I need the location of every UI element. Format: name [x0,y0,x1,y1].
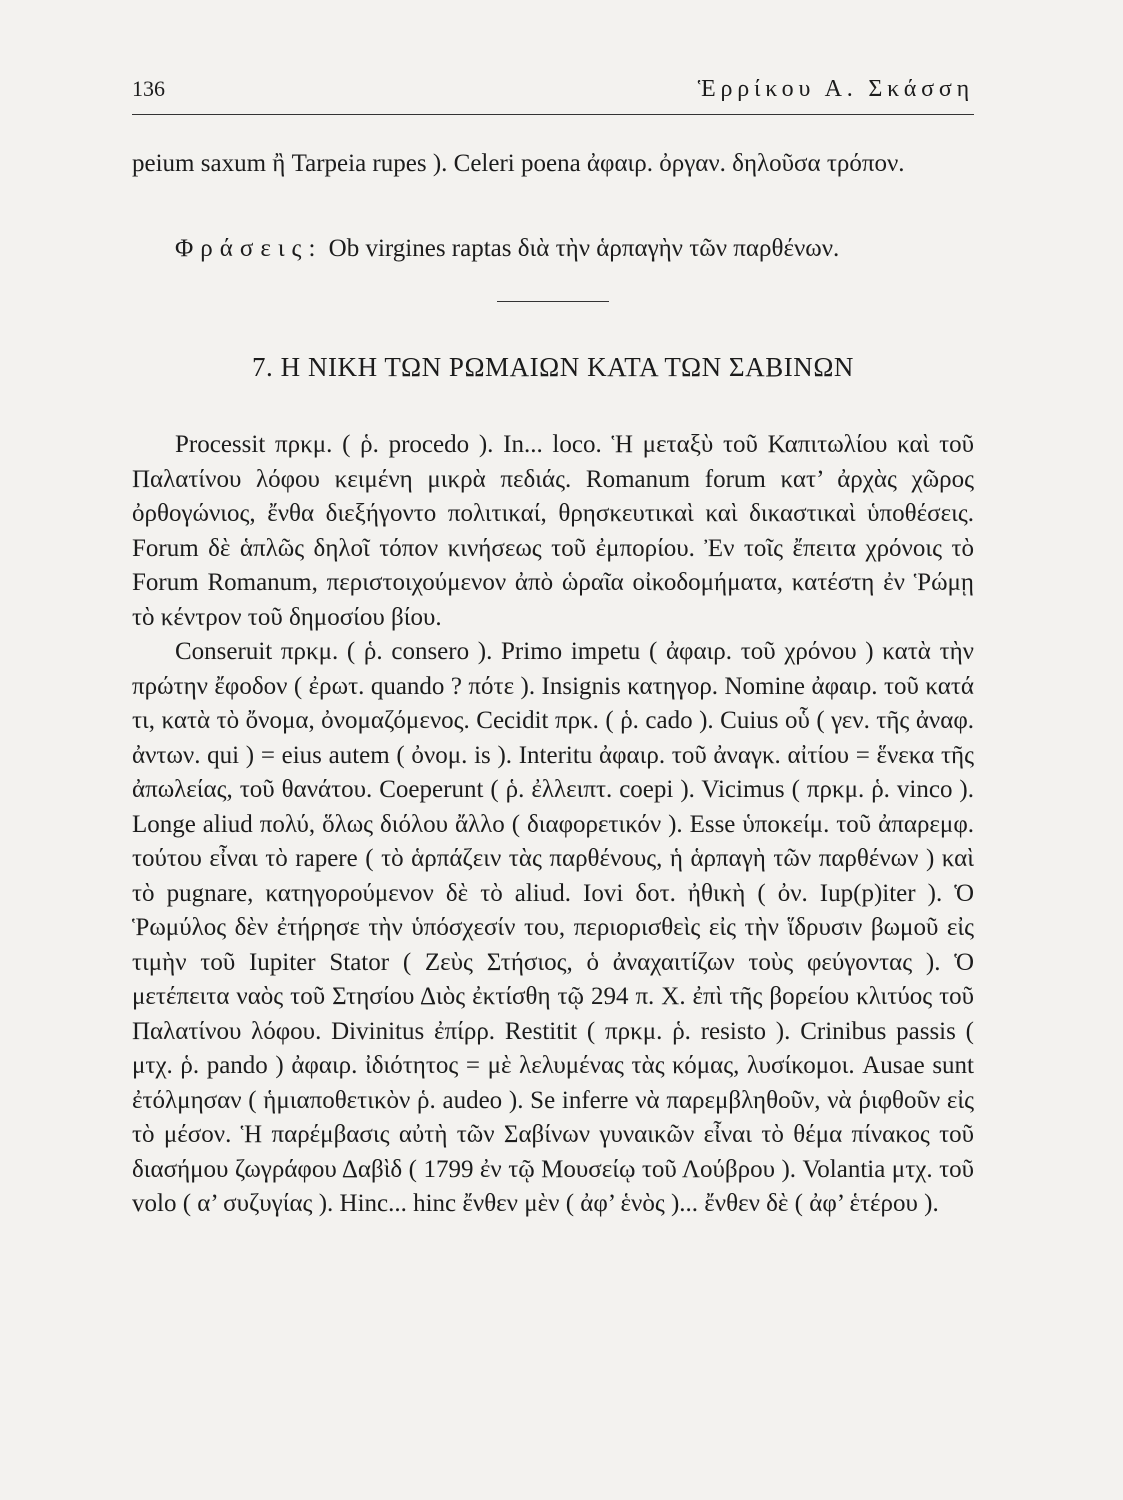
header-rule [132,114,974,115]
paragraph-conseruit: Conseruit πρκμ. ( ῥ. consero ). Primo impetu ( ἀφαιρ. τοῦ χρόνου ) κατὰ τὴν πρώτην ἔφοδον ( ἐρωτ. quando ? πότε ). Insignis κατηγορ. Nomine ἀφαιρ. τοῦ κατά τι, κατὰ τὸ ὄνομα, ὀνομαζόμενος. Cecidit πρκ. ( ῥ. cado ). Cuius οὗ ( γεν. τῆς ἀναφ. ἀντων. qui ) = eius autem ( ὀνομ. is ). Interitu ἀφαιρ. τοῦ ἀναγκ. αἰτίου = ἕνεκα τῆς ἀπωλείας, τοῦ θανάτου. Coeperunt ( ῥ. ἐλλειπτ. coepi ). Vicimus ( πρκμ. ῥ. vinco ). Longe aliud πολύ, ὅλως διόλου ἄλλο ( διαφορετικόν ). Esse ὑποκείμ. τοῦ ἀπαρεμφ. τούτου εἶναι τὸ rapere ( τὸ ἁρπάζειν τὰς παρθένους, ἡ ἁρπαγὴ τῶν παρθένων ) καὶ τὸ pugnare, κατηγορούμενον δὲ τὸ aliud. Iovi δοτ. ἠθικὴ ( ὀν. Iup(p)iter ). Ὁ Ῥωμύλος δὲν ἐτήρησε τὴν ὑπόσχεσίν του, περιορισθεὶς εἰς τὴν ἵδρυσιν βωμοῦ εἰς τιμὴν τοῦ Iupiter Stator ( Ζεὺς Στήσιος, ὁ ἀναχαιτίζων τοὺς φεύγοντας ). Ὁ μετέπειτα ναὸς τοῦ Στησίου Διὸς ἐκτίσθη τῷ 294 π. Χ. ἐπὶ τῆς βορείου κλιτύος τοῦ Παλατίνου λόφου. Divinitus ἐπίρρ. Restitit ( πρκμ. ῥ. resisto ). Crinibus passis ( μτχ. ῥ. pando ) ἀφαιρ. ἰδιότητος = μὲ λελυμένας τὰς κόμας, λυσίκομοι. Ausae sunt ἐτόλμησαν ( ἡμιαποθετικὸν ῥ. audeo ). Se inferre νὰ παρεμβληθοῦν, νὰ ῥιφθοῦν εἰς τὸ μέσον. Ἡ παρέμβασις αὐτὴ τῶν Σαβίνων γυναικῶν εἶναι τὸ θέμα πίνακος τοῦ διασήμου ζωγράφου Δαβὶδ ( 1799 ἐν τῷ Μουσείῳ τοῦ Λούβρου ). Volantia μτχ. τοῦ volo ( α’ συζυγίας ). Hinc... hinc ἔνθεν μὲν ( ἀφ’ ἑνὸς )... ἔνθεν δὲ ( ἀφ’ ἑτέρου ). [132,638,974,1217]
phrases-text: Ob virgines raptas διὰ τὴν ἁρπαγὴν τῶν παρθένων. [322,235,840,262]
page-header [132,76,974,108]
phrases-label: Φράσεις: [175,235,323,262]
section-divider [497,301,609,302]
running-head: Ἑρρίκου Α. Σκάσση [697,76,974,102]
page-number: 136 [132,76,165,101]
section-title: 7. Η ΝΙΚΗ ΤΩΝ ΡΩΜΑΙΩΝ ΚΑΤΑ ΤΩΝ ΣΑΒΙΝΩΝ [252,352,854,382]
phrases-paragraph [132,232,974,267]
continued-paragraph: peium saxum ἢ Tarpeia rupes ). Celeri poena ἀφαιρ. ὀργαν. δηλοῦσα τρόπον. [132,150,905,177]
paragraph-processit: Processit πρκμ. ( ῥ. procedo ). In... loco. Ἡ μεταξὺ τοῦ Καπιτωλίου καὶ τοῦ Παλατίνου λόφου κειμένη μικρὰ πεδιάς. Romanum forum κατ’ ἀρχὰς χῶρος ὀρθογώνιος, ἔνθα διεξήγοντο πολιτικαί, θρησκευτικαὶ καὶ δικαστικαὶ ὑποθέσεις. Forum δὲ ἁπλῶς δηλοῖ τόπον κινήσεως τοῦ ἐμπορίου. Ἐν τοῖς ἔπειτα χρόνοις τὸ Forum Romanum, περιστοιχούμενον ἀπὸ ὡραῖα οἰκοδομήματα, κατέστη ἐν Ῥώμῃ τὸ κέντρον τοῦ δημοσίου βίου. [132,431,974,631]
section-body [132,428,974,1222]
